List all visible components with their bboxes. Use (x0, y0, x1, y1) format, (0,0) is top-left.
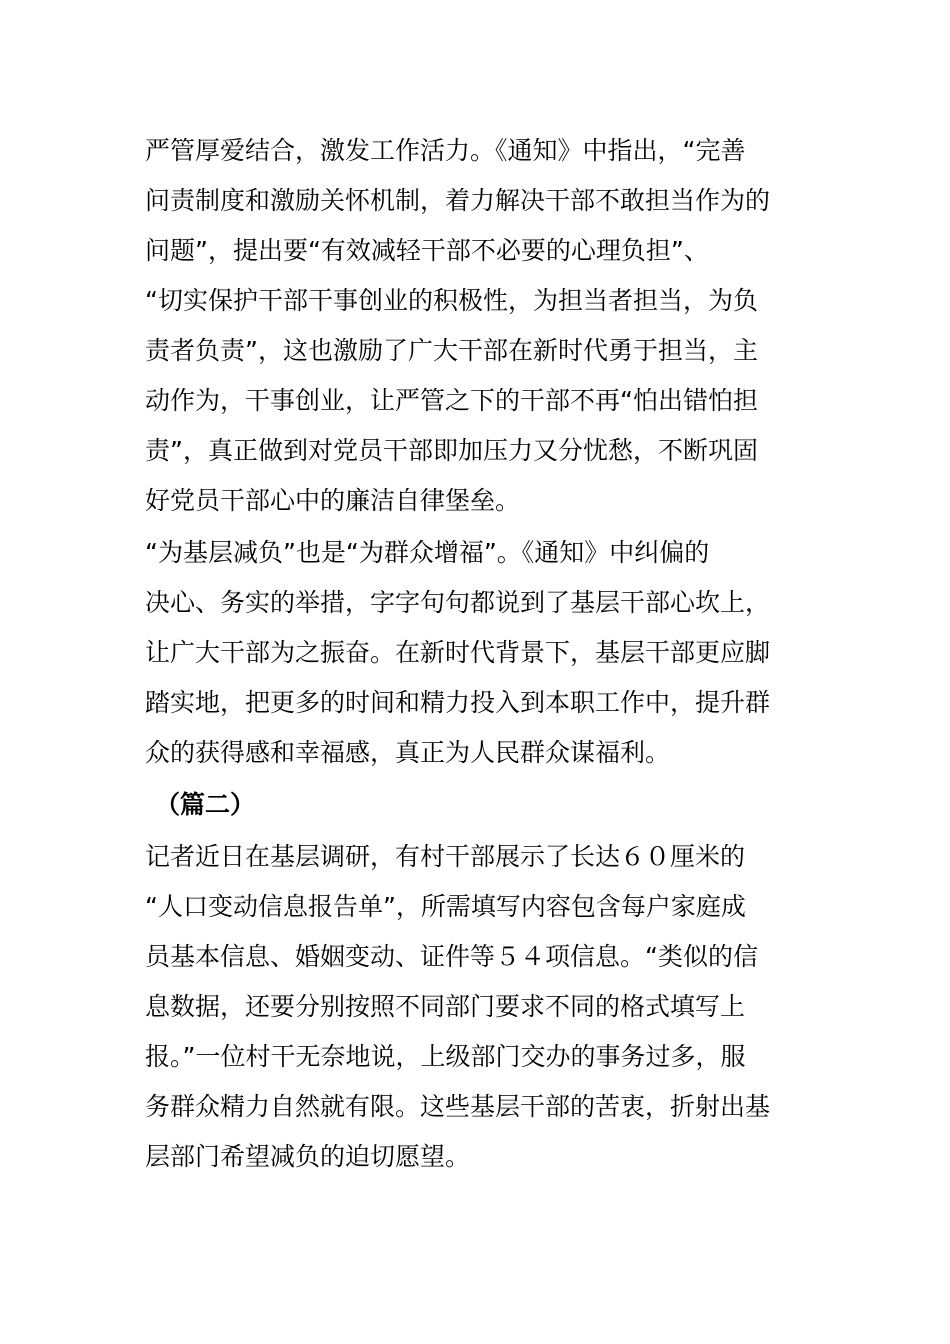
paragraph-1 (145, 126, 785, 526)
text-line: 众的获得感和幸福感，真正为人民群众谋福利。 (145, 738, 671, 767)
text-line: 务群众精力自然就有限。这些基层干部的苦衷，折射出基 (145, 1092, 771, 1121)
text-line: 让广大干部为之振奋。在新时代背景下，基层干部更应脚 (145, 638, 771, 667)
text-line: 好党员干部心中的廉洁自律堡垒。 (145, 486, 521, 515)
paragraph-2 (145, 528, 785, 778)
text-line: 员基本信息、婚姻变动、证件等５４项信息。“类似的信 (145, 942, 758, 971)
section-heading: （篇二） (155, 790, 256, 819)
text-line: 决心、务实的举措，字字句句都说到了基层干部心坎上， (145, 588, 771, 617)
text-line: 严管厚爱结合，激发工作活力。《通知》中指出，“完善 (145, 136, 746, 165)
document-body (145, 126, 785, 1182)
text-line: 责者负责”，这也激励了广大干部在新时代勇于担当，主 (145, 336, 758, 365)
text-line: 问题”，提出要“有效减轻干部不必要的心理负担”、 (145, 236, 709, 265)
text-line: 报。”一位村干无奈地说，上级部门交办的事务过多，服 (145, 1042, 746, 1071)
text-line: 记者近日在基层调研，有村干部展示了长达６０厘米的 (145, 842, 746, 871)
text-line: 责”，真正做到对党员干部即加压力又分忧愁，不断巩固 (145, 436, 758, 465)
text-line: “人口变动信息报告单”，所需填写内容包含每户家庭成 (145, 892, 746, 921)
paragraph-3 (145, 832, 785, 1182)
text-line: “切实保护干部干事创业的积极性，为担当者担当，为负 (145, 286, 758, 315)
text-line: 动作为，干事创业，让严管之下的干部不再“怕出错怕担 (145, 386, 758, 415)
text-line: 问责制度和激励关怀机制，着力解决干部不敢担当作为的 (145, 186, 771, 215)
text-line: 息数据，还要分别按照不同部门要求不同的格式填写上 (145, 992, 746, 1021)
text-line: 层部门希望减负的迫切愿望。 (145, 1142, 471, 1171)
text-line: 踏实地，把更多的时间和精力投入到本职工作中，提升群 (145, 688, 771, 717)
text-line: “为基层减负”也是“为群众增福”。《通知》中纠偏的 (145, 538, 710, 567)
